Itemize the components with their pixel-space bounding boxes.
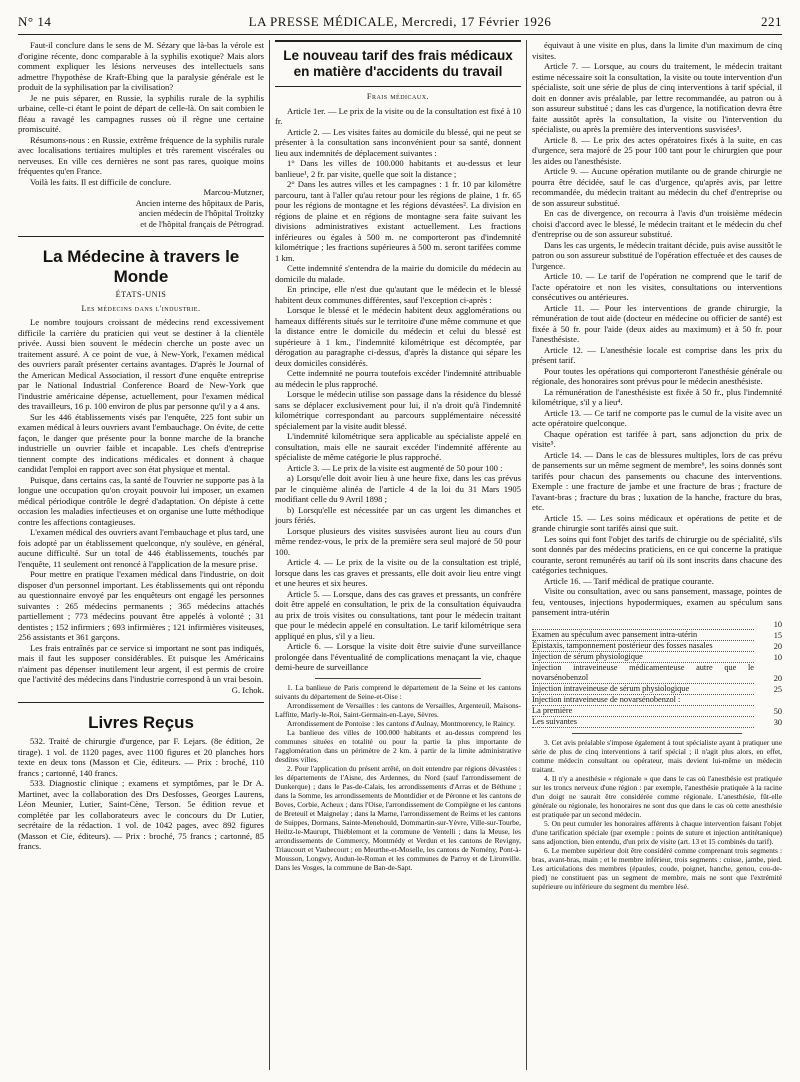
paragraph: Le nombre toujours croissant de médecins rend excessivement difficile la carrière du praticien qui veut se destiner à la clientèle privée. Aussi bien souvent le médecin cherche un poste avec un traitement assuré. A ce point de vue, à New-York, l'examen médical des ouvriers paraît présenter certains avantages. D'après le Journal of the American Medical Association, il ressort d'une enquête entreprise par le National Industrial Conference Board de New-York que l'industrie américaine dépense, actuellement, pour l'examen médical des travailleurs, 16 p. 100 environ de plus par personne qu'il y a 4 ans. xyxy=(18,317,264,411)
article-paragraph: Article 13. — Ce tarif ne comporte pas le cumul de la visite avec un acte opératoire quelconque. xyxy=(532,407,782,428)
page-number: 221 xyxy=(761,14,782,29)
paragraph: Voilà les faits. Il est difficile de conclure. xyxy=(30,176,172,187)
article-paragraph: Article 1er. — Le prix de la visite ou de la consultation est fixé à 10 fr. xyxy=(275,105,521,126)
article-paragraph: Article 9. — Aucune opération mutilante ou de grande chirurgie ne pourra être décidée, sauf le cas d'urgence, qu'après avis, par lettre recommandée, du médecin traitant au médecin du chef d'entreprise ou de son assureur substitué. xyxy=(532,166,782,208)
footnotes xyxy=(275,683,521,872)
article-paragraph: Dans les cas urgents, le médecin traitant décide, puis avise aussitôt le patron ou son assureur substitué de l'opération effectuée et des causes de l'urgence. xyxy=(532,239,782,271)
signature-line: Marcou-Mutzner, xyxy=(203,187,264,197)
article-paragraph: Article 6. — Lorsque la visite doit être suivie d'une surveillance prolongée dans l'éventualité de complications menaçant la vie, chaque demi-heure de surveillance xyxy=(275,641,521,672)
article-paragraph: L'indemnité kilométrique sera applicable au spécialiste appelé en consultation, mais elle ne saurait excéder l'indemnité afférente au spécialiste de même catégorie le plus rapproché. xyxy=(275,431,521,462)
footnote: Arrondissement de Pontoise : les cantons d'Aulnay, Montmorency, le Raincy. xyxy=(287,718,516,728)
tariff-leader xyxy=(532,620,754,630)
tariff-title: Le nouveau tarif des frais médicaux en matière d'accidents du travail xyxy=(283,48,513,79)
signature-line: Ancien interne des hôpitaux de Paris, xyxy=(135,197,264,208)
page-header xyxy=(18,14,782,35)
paragraph: Puisque, dans certains cas, la santé de l'ouvrier ne supporte pas à la longue une occupation qu'on croyait pouvoir lui imposer, un examen médical périodique contrôle le degré d'adaptation. On dépiste à cette occasion les maladies infectieuses et on organise une lutte méthodique contre les affections contagieuses. xyxy=(18,474,264,527)
footnote: 3. Cet avis préalable s'impose également à tout spécialiste ayant à pratiquer une série de plus de cinq interventions à tarif spécial ; il n'agit plus alors, en effet, comme médecin consultant ou opérateur, mais devient lui-même un médecin traitant. xyxy=(532,738,782,774)
tariff-label: Épistaxis, tamponnement postérieur des fosses nasales xyxy=(532,641,754,652)
tariff-row xyxy=(532,652,782,663)
article-paragraph: 1° Dans les villes de 100.000 habitants et au-dessus et leur banlieue¹, 2 fr. par visite, quelle que soit la distance ; xyxy=(275,158,521,179)
column-left xyxy=(18,40,264,1070)
article-paragraph: Article 14. — Dans le cas de blessures multiples, lors de cas prévu de pansements sur un même segment de membre⁶, les soins donnés sont tarifés pour chacun des pansements ou chacune des interventions. Exemple : une fracture de jambe et une fracture de bras ; fracture de l'avant-bras ; fracture du bras ; luxation de la hanche, fracture du bras, etc. xyxy=(532,449,782,512)
footnote: 2. Pour l'application du présent arrêté, on doit entendre par régions dévastées : les départements de l'Aisne, des Ardennes, du Nord (sauf l'arrondissement de Dunkerque) ; dans le Pas-de-Calais, les arrondissements d'Arras et de Béthune ; dans la Somme, les arrondissements de Montdidier et de Péronne et les cantons de Boves, Corbie, Acheux ; dans l'Oise, l'arrondissement de Compiègne et les cantons de Breteuil et Maignelay ; dans la Marne, l'arrondissement de Reims et les cantons de Suippes, Dormans, Sainte-Menehould, Dommartin-sur-Yèvre, Ville-sur-Tourbe, Heiltz-le-Maurupt, Thiéblemont et la commune de Ventelli ; dans la Meuse, les arrondissements de Commercy, Montmédy et Verdun et les cantons de Revigny, Triaucourt et Vaubecourt ; en Meurthe-et-Moselle, les cantons de Nomény, Pont-à-Mousson, Longwy, Audun-le-Roman et les communes de Parroy et de Lironville. Dans les Vosges, la commune de Ban-de-Sapt. xyxy=(275,763,521,872)
article-paragraph: Cette indemnité ne pourra toutefois excéder l'indemnité attribuable au médecin le plus rapproché. xyxy=(275,368,521,389)
tariff-row xyxy=(532,717,782,728)
tariff-label: Injection de sérum physiologique xyxy=(532,652,754,663)
column-middle xyxy=(275,40,521,1070)
tariff-value: 25 xyxy=(773,684,782,694)
article-paragraph: Article 11. — Pour les interventions de grande chirurgie, la rémunération de tout aide (docteur en médecine ou officier de santé) est fixée à 50 fr. pour l'aide (deux aides au maximum) et à 50 fr. pour l'anesthésiste. xyxy=(532,302,782,344)
section-rule xyxy=(18,236,264,237)
tariff-value: 10 xyxy=(773,619,782,629)
paragraph: Résumons-nous : en Russie, extrême fréquence de la syphilis rurale avec localisations tertiaires multiples et très rarement viscérales ou nerveuses. En ville ces dernières ne sont pas rares, quoique moins fréquentes qu'en France. xyxy=(18,134,264,176)
footnote: 6. Le membre supérieur doit être considéré comme comprenant trois segments : bras, avant-bras, main ; et le membre inférieur, trois segments : cuisse, jambe, pied. Les articulations des membres (épaules, coude, poignet, hanche, genou, cou-de-pied) ne constituent pas un segment de membre, mais ne sont que l'extrémité supérieure ou inférieure du segment du membre lésé. xyxy=(532,846,782,891)
column-divider xyxy=(269,40,270,1070)
tariff-value: 50 xyxy=(773,706,782,716)
tariff-value: 10 xyxy=(773,652,782,662)
article-paragraph: 2° Dans les autres villes et les campagnes : 1 fr. 10 par kilomètre parcouru, tant à l'aller qu'au retour pour les régions de plaine, 1 fr. 65 pour les régions de montagne et les régions dévastées². La division en régions de plaine et en régions de montagne sera faite suivant les divisions administratives existant actuellement. Les fractions inférieures ou égales à 500 m. ne comporteront pas d'indemnité kilométrique ; les fractions supérieures à 500 m. seront tarifées comme 1 km. xyxy=(275,179,521,263)
article-paragraph: Article 8. — Le prix des actes opératoires fixés à la suite, en cas d'urgence, sera majoré de 25 pour 100 tant pour le chirurgien que pour les aides ou l'anesthésiste. xyxy=(532,134,782,166)
article-paragraph: La rémunération de l'anesthésiste est fixée à 50 fr., plus l'indemnité kilométrique, s'il y a lieu⁴. xyxy=(532,386,782,407)
books-title: Livres Reçus xyxy=(88,713,194,732)
tariff-label: La première xyxy=(532,706,754,717)
tariff-row xyxy=(532,620,782,630)
paragraph: Les frais entraînés par ce service si important ne sont pas indiqués, mais il faut les supposer considérables. Et puisque les Américains n'aiment pas dépenser inutilement leur argent, il est permis de croire que l'activité des médecins dans l'industrie correspond à un vrai besoin. xyxy=(18,642,264,684)
tariff-label: Examen au spéculum avec pansement intra-utérin xyxy=(532,630,754,641)
footnote: 1. La banlieue de Paris comprend le département de la Seine et les cantons suivants du département de Seine-et-Oise : xyxy=(275,682,521,701)
article-paragraph: Pour toutes les opérations qui comporteront l'anesthésie générale ou régionale, des honoraires sont prévus pour le médecin anesthésiste. xyxy=(532,365,782,386)
article-paragraph: Article 7. — Lorsque, au cours du traitement, le médecin traitant estime nécessaire soit la consultation, la visite ou toute intervention d'un spécialiste, soit une série de plus de cinq interventions à tarif spécial, il doit en donner avis préalable, par lettre recommandée, au patron ou à son assureur substitué ; dans les cas d'urgence, la notification devra être faite aussitôt après la consultation, la visite ou l'intervention du spécialiste, ou après la première des interventions susvisées³. xyxy=(532,61,782,134)
article-paragraph: Cette indemnité s'entendra de la mairie du domicile du médecin au domicile du malade. xyxy=(275,263,521,284)
tariff-label: Injection intraveineuse de sérum physiologique xyxy=(532,684,754,695)
footnote: Arrondissement de Versailles : les cantons de Versailles, Argenteuil, Maisons-Laffitte, Marly-le-Roi, Saint-Germain-en-Laye, Sèvres. xyxy=(275,700,521,719)
tariff-value: 20 xyxy=(773,641,782,651)
tariff-row xyxy=(532,641,782,652)
footnote: 5. On peut cumuler les honoraires afférents à chaque intervention faisant l'objet d'une tarification spéciale (par exemple : points de suture et injection antitétanique) sans adjonction, bien entendu, d'un prix de visite (art. 13 et 15 combinés du tarif). xyxy=(532,819,782,846)
tariff-row xyxy=(532,706,782,717)
tariff-label: Injection intraveineuse médicamenteuse autre que le novarsénobenzol xyxy=(532,663,754,682)
article-syphilis-end xyxy=(18,40,264,187)
author-signature xyxy=(18,187,264,229)
column-divider xyxy=(526,40,527,1070)
tariff-row xyxy=(532,630,782,641)
tariff-row xyxy=(532,663,782,684)
paragraph: Pour mettre en pratique l'examen médical dans l'industrie, on doit disposer d'un personnel important. Les établissements qui ont répondu au questionnaire envoyé par les enquêteurs ont engagé les personnes suivantes : 265 médecins permanents ; 365 médecins attachés partiellement ; 773 médecins pouvant être appelés à volonté ; 31 dentistes ; 152 infirmiers ; 693 infirmières ; 121 infirmières visiteuses, 256 assistants et 361 garçons. xyxy=(18,569,264,642)
article-paragraph: Article 15. — Les soins médicaux et opérations de petite et de grande chirurgie sont tarifés ainsi que suit. xyxy=(532,512,782,533)
article-signature: G. Ichok. xyxy=(231,684,264,695)
tariff-value: 20 xyxy=(773,673,782,683)
article-paragraph: Article 2. — Les visites faites au domicile du blessé, qui ne peut se présenter à la consultation sans inconvénient pour sa santé, donnent lieu aux indemnités de déplacement suivantes : xyxy=(275,126,521,158)
tariff-articles xyxy=(275,106,521,673)
paragraph: Sur les 446 établissements visés par l'enquête, 225 font subir un examen médical à leurs ouvriers avant l'embauchage. On évite, de cette façon, le danger que présente pour la bonne marche de la branche industrielle un ouvrier faible et incapable. Les chefs d'entreprise tiennent compte des indications médicales et donnent à chaque candidat l'emploi en rapport avec son état physique et mental. xyxy=(18,411,264,474)
book-entry: 533. Diagnostic clinique ; examens et symptômes, par le Dr A. Martinet, avec la collaboration des Drs Desfosses, Georges Laurens, Léon Meunier, Lutier, Saint-Cène, Terson. 5e édition revue et complétée par les collaborateurs avec le concours du Dr Lutier, secrétaire de la rédaction. 1 vol. de 1042 pages, avec 892 figures (Masson et Cie, éditeurs). — Prix : broché, 75 francs ; cartonné, 85 francs. xyxy=(18,778,264,851)
tariff-label: Les suivantes xyxy=(532,717,754,728)
footnote-rule xyxy=(572,733,742,734)
tariff-table xyxy=(532,620,782,729)
article-paragraph: En principe, elle n'est due qu'autant que le médecin et le blessé habitent deux communes différentes, sauf l'exception ci-après : xyxy=(275,284,521,305)
article-paragraph: a) Lorsqu'elle doit avoir lieu à une heure fixe, dans les cas prévus par le cinquième alinéa de l'article 4 de la loi du 31 Mars 1905 modifiant celle du 9 Avril 1898 ; xyxy=(275,473,521,504)
article-paragraph: Article 4. — Le prix de la visite ou de la consultation est triplé, lorsque dans les cas graves et pressants, elle doit avoir lieu entre vingt et une heures et six heures. xyxy=(275,557,521,588)
signature-line: et de l'hôpital français de Pétrograd. xyxy=(140,218,264,229)
country-heading: ÉTATS-UNIS xyxy=(115,290,167,299)
tariff-value: 15 xyxy=(773,630,782,640)
footnotes xyxy=(532,738,782,891)
article-paragraph: Lorsque le blessé et le médecin habitent deux agglomérations ou hameaux différents situés sur le territoire d'une même commune et que la distance entre le domicile du médecin et celui du blessé est supérieure à 1 km., l'indemnité kilométrique est décomptée, par dérogation au paragraphe ci-dessus, d'après la distance qui sépare les deux domiciles considérés. xyxy=(275,305,521,368)
article-paragraph: Article 10. — Le tarif de l'opération ne comprend que le tarif de l'acte opératoire et non les visites, consultations ou interventions consécutives ou antérieures. xyxy=(532,271,782,302)
tariff-value xyxy=(754,695,782,706)
books-list xyxy=(18,736,264,852)
article-paragraph: équivaut à une visite en plus, dans la limite d'un maximum de cinq visites. xyxy=(532,40,782,61)
section-title: La Médecine à travers le Monde xyxy=(42,247,240,286)
article-paragraph: Article 12. — L'anesthésie locale est comprise dans les prix du présent tarif. xyxy=(532,344,782,365)
paragraph: Faut-il conclure dans le sens de M. Sézary que là-bas la vérole est d'origine récente, donc comparable à la syphilis exotique? Mais alors comment expliquer les lésions nerveuses des intellectuels sans admettre l'hypothèse de Kraft-Ebing que la paralysie générale est le produit de la syphilisation par la civilisation? xyxy=(18,40,264,92)
tariff-subtitle: Frais médicaux. xyxy=(366,92,430,101)
article-paragraph: Les soins qui font l'objet des tarifs de chirurgie ou de spécialité, s'ils sont donnés par des médecins praticiens, en ce qui concerne la pratique courante, seront remunérés au tarif où ils sont inscrits dans chacune des catégories techniques. xyxy=(532,533,782,575)
article-paragraph: Article 5. — Lorsque, dans des cas graves et pressants, un confrère doit être appelé en consultation, le prix de la consultation équivaudra au prix de trois visites ou consultations, tant pour le médecin traitant que pour le médecin appelé en consultation. Le tarif kilométrique sera appliqué en plus, s'il y a lieu. xyxy=(275,588,521,641)
article-subtitle: Les médecins dans l'industrie. xyxy=(81,303,201,313)
book-entry: 532. Traité de chirurgie d'urgence, par F. Lejars. (8e édition, 2e tirage). 1 vol. de 1120 pages, avec 1100 figures et 20 planches hors texte en deux tons (Masson et Cie, éditeurs. — Prix : broché, 110 francs ; cartonné, 140 francs. xyxy=(18,736,264,778)
tariff-value: 30 xyxy=(773,717,782,727)
signature-line: ancien médecin de l'hôpital Troïtzky xyxy=(138,208,264,218)
article-paragraph: Lorsque plusieurs des visites susvisées auront lieu au cours d'un même rendez-vous, le prix de la première sera seul majoré de 50 pour 100. xyxy=(275,525,521,557)
paragraph: L'examen médical des ouvriers avant l'embauchage et plus tard, une fois adopté par un établissement quelconque, n'y soulève, en général, aucune difficulté. Sur un total de 446 établissements, touchés par l'enquête, 11 seulement ont renoncé à l'application de la mesure prise. xyxy=(18,527,264,569)
tariff-row xyxy=(532,684,782,695)
tariff-row xyxy=(532,695,782,706)
footnote-rule xyxy=(315,678,481,679)
section-rule xyxy=(18,702,264,703)
footnote: La banlieue des villes de 100.000 habitants et au-dessus comprend les communes situées en totalité ou pour la partie la plus importante de l'agglomération dans un périmètre de 2 km. à partir de la limite administrative desdites villes. xyxy=(275,727,521,764)
article-paragraph: Chaque opération est tarifée à part, sans adjonction du prix de visite⁵. xyxy=(532,428,782,449)
tariff-label: Injection intraveineuse de novarsénobenzol : xyxy=(532,695,754,706)
article-body xyxy=(18,317,264,685)
tariff-articles-continued xyxy=(532,40,782,618)
tariff-title-box xyxy=(275,40,521,87)
article-paragraph: b) Lorsqu'elle est nécessitée par un cas urgent les dimanches et jours fériés. xyxy=(275,504,521,525)
article-paragraph: Article 3. — Le prix de la visite est augmenté de 50 pour 100 : xyxy=(287,462,503,473)
article-paragraph: Visite ou consultation, avec ou sans pansement, massage, pointes de feu, ventouses, injections hypodermiques, examen au spéculum sans pansement intra-utérin xyxy=(532,586,782,617)
article-paragraph: Article 16. — Tarif médical de pratique courante. xyxy=(544,575,714,586)
paragraph: Je ne puis séparer, en Russie, la syphilis rurale de la syphilis urbaine, celle-ci étant le point de départ de celle-là. On sait combien le fléau a ravagé les campagnes russes où il règne une certaine promiscuité. xyxy=(18,92,264,134)
footnote: 4. Il n'y a anesthésie « régionale » que dans le cas où l'anesthésie est pratiquée sur les troncs nerveux d'une région : par exemple, l'anesthésie pratiquée à la racine d'un doigt ne saurait être considérée comme régionale. L'anesthésie, fût-elle générale ou régionale, les honoraires ne sont dus que dans le cas où cette anesthésie est pratiquée par un second médecin. xyxy=(532,774,782,819)
issue-number: N° 14 xyxy=(18,14,52,29)
article-paragraph: En cas de divergence, on recourra à l'avis d'un troisième médecin choisi d'accord avec le blessé, le médecin traitant et le médecin du chef d'entreprise ou de son assureur substitué. xyxy=(532,208,782,239)
article-paragraph: Lorsque le médecin utilise son passage dans la résidence du blessé sans se déplacer exclusivement pour lui, il n'a droit qu'à l'indemnité kilométrique correspondant au parcours supplémentaire nécessité spécialement par la visite audit blessé. xyxy=(275,389,521,431)
journal-title: LA PRESSE MÉDICALE, Mercredi, 17 Février 1926 xyxy=(248,14,552,29)
column-right xyxy=(532,40,782,1070)
